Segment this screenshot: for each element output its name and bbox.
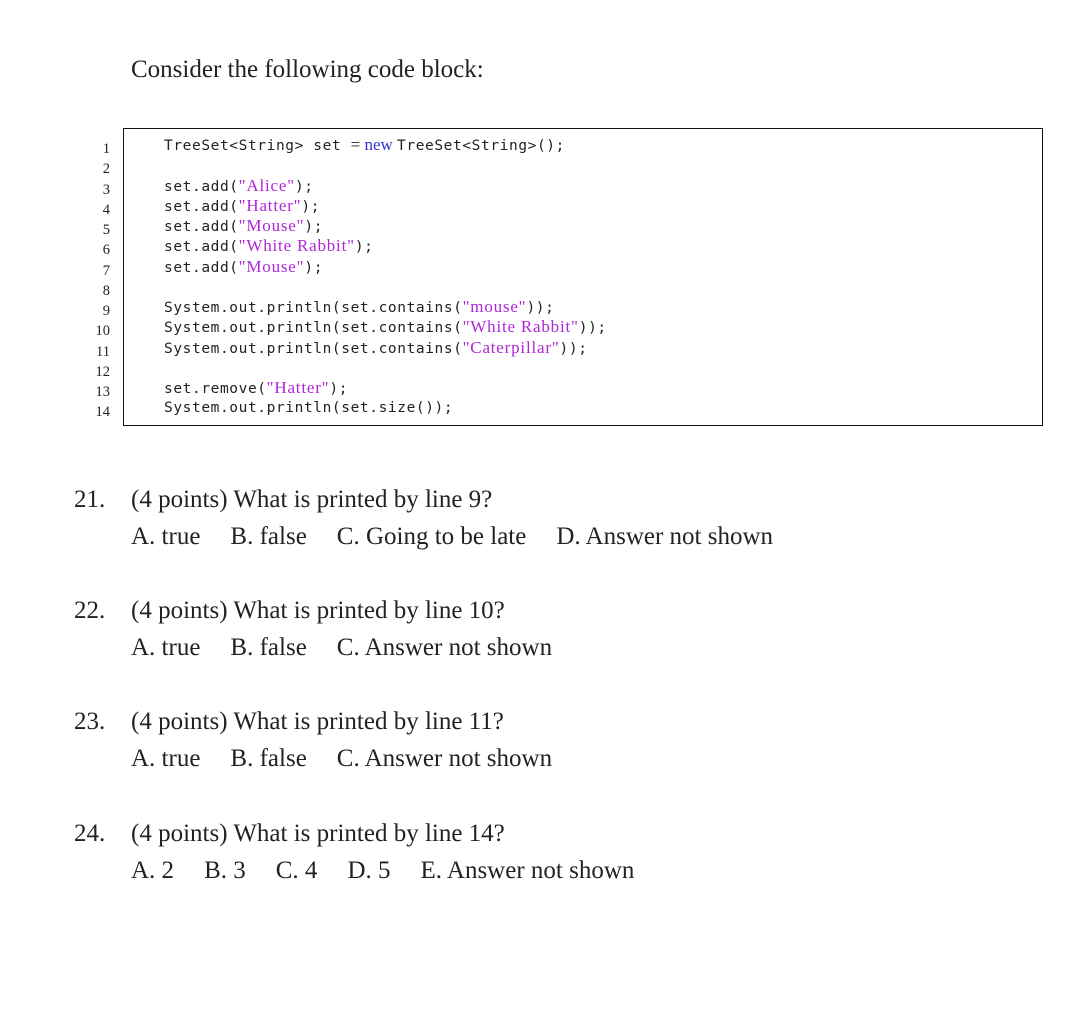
answer-option: B. false bbox=[230, 745, 307, 772]
answer-option: A. true bbox=[131, 634, 201, 661]
code-line bbox=[164, 338, 607, 358]
code-line bbox=[164, 297, 607, 317]
code-line bbox=[164, 176, 607, 196]
line-number: 8 bbox=[102, 282, 110, 299]
answer-option: D. 5 bbox=[347, 857, 391, 884]
line-number: 13 bbox=[95, 384, 110, 400]
code-token: ); bbox=[304, 219, 324, 235]
line-number: 1 bbox=[102, 141, 110, 157]
question-text: (4 points) What is printed by line 14? bbox=[131, 820, 505, 847]
code-token: = bbox=[350, 135, 365, 154]
question-text: (4 points) What is printed by line 10? bbox=[131, 597, 505, 624]
code-line bbox=[164, 257, 607, 277]
string-literal: "White Rabbit" bbox=[462, 317, 579, 337]
intro-text: Consider the following code block: bbox=[131, 56, 484, 83]
string-literal: "mouse" bbox=[462, 297, 527, 316]
answer-option: A. 2 bbox=[131, 857, 175, 884]
question-text: (4 points) What is printed by line 11? bbox=[131, 708, 504, 735]
code-line bbox=[164, 135, 607, 155]
code-token: set.remove( bbox=[164, 381, 267, 397]
string-literal: "Mouse" bbox=[238, 256, 305, 276]
code-line bbox=[164, 196, 607, 216]
code-line bbox=[164, 155, 607, 175]
question-number: 24. bbox=[74, 820, 106, 847]
code-token: System.out.println(set.size()); bbox=[164, 400, 454, 417]
code-token: )); bbox=[526, 300, 555, 316]
code-token: System.out.println(set.contains( bbox=[164, 320, 463, 337]
code-token: ); bbox=[329, 381, 349, 397]
code-line bbox=[164, 378, 607, 398]
string-literal: "Hatter" bbox=[238, 195, 302, 215]
code-token: set.add( bbox=[164, 219, 239, 235]
line-number: 6 bbox=[102, 242, 110, 259]
answer-option: C. Answer not shown bbox=[336, 745, 553, 772]
line-number: 12 bbox=[95, 363, 110, 380]
string-literal: "Alice" bbox=[238, 175, 295, 195]
answer-option: C. 4 bbox=[275, 857, 318, 884]
answer-options bbox=[131, 523, 803, 551]
question-text: (4 points) What is printed by line 9? bbox=[131, 486, 493, 513]
code-token: System.out.println(set.contains( bbox=[164, 300, 463, 316]
answer-option: E. Answer not shown bbox=[420, 857, 635, 884]
string-literal: "Caterpillar" bbox=[462, 337, 560, 357]
code-token: set.add( bbox=[164, 198, 239, 215]
code-token: ); bbox=[294, 178, 314, 195]
line-number: 11 bbox=[96, 343, 110, 360]
answer-option: B. 3 bbox=[204, 857, 246, 884]
code-line bbox=[164, 317, 607, 337]
line-number: 14 bbox=[95, 404, 110, 421]
question-number: 21. bbox=[74, 486, 106, 513]
code-line bbox=[164, 398, 607, 418]
code-token: ); bbox=[354, 239, 374, 256]
code-line bbox=[164, 216, 607, 236]
answer-option: A. true bbox=[131, 523, 201, 550]
answer-option: D. Answer not shown bbox=[556, 523, 774, 550]
question-number: 23. bbox=[74, 708, 106, 735]
answer-options bbox=[131, 745, 582, 773]
line-number: 7 bbox=[102, 262, 110, 279]
string-literal: "White Rabbit" bbox=[238, 236, 355, 256]
answer-option: C. Going to be late bbox=[336, 523, 527, 550]
code-line bbox=[164, 358, 607, 378]
string-literal: "Hatter" bbox=[266, 378, 330, 397]
question-number: 22. bbox=[74, 597, 106, 624]
answer-option: B. false bbox=[230, 523, 307, 550]
answer-options bbox=[131, 634, 582, 662]
line-number: 2 bbox=[102, 161, 110, 178]
code-line-numbers bbox=[82, 139, 110, 423]
answer-option: B. false bbox=[230, 634, 307, 661]
line-number: 3 bbox=[102, 181, 110, 198]
keyword: new bbox=[364, 135, 398, 154]
line-number: 5 bbox=[102, 222, 110, 238]
code-token: TreeSet<String> set bbox=[164, 138, 351, 154]
code-token: ); bbox=[304, 259, 324, 276]
answer-option: C. Answer not shown bbox=[336, 634, 553, 661]
code-token: )); bbox=[578, 320, 607, 337]
code-token: System.out.println(set.contains( bbox=[164, 340, 463, 357]
code-token: set.add( bbox=[164, 239, 239, 256]
code-token: TreeSet<String>(); bbox=[397, 138, 565, 154]
code-token: set.add( bbox=[164, 259, 239, 276]
line-number: 10 bbox=[95, 323, 110, 340]
code-token: set.add( bbox=[164, 178, 239, 195]
line-number: 4 bbox=[102, 201, 110, 218]
line-number: 9 bbox=[102, 303, 110, 319]
string-literal: "Mouse" bbox=[238, 216, 305, 235]
code-token: ); bbox=[301, 198, 321, 215]
code-token: )); bbox=[559, 340, 588, 357]
answer-options bbox=[131, 857, 664, 885]
code-block bbox=[164, 135, 607, 419]
code-line bbox=[164, 236, 607, 256]
code-line bbox=[164, 277, 607, 297]
answer-option: A. true bbox=[131, 745, 201, 772]
